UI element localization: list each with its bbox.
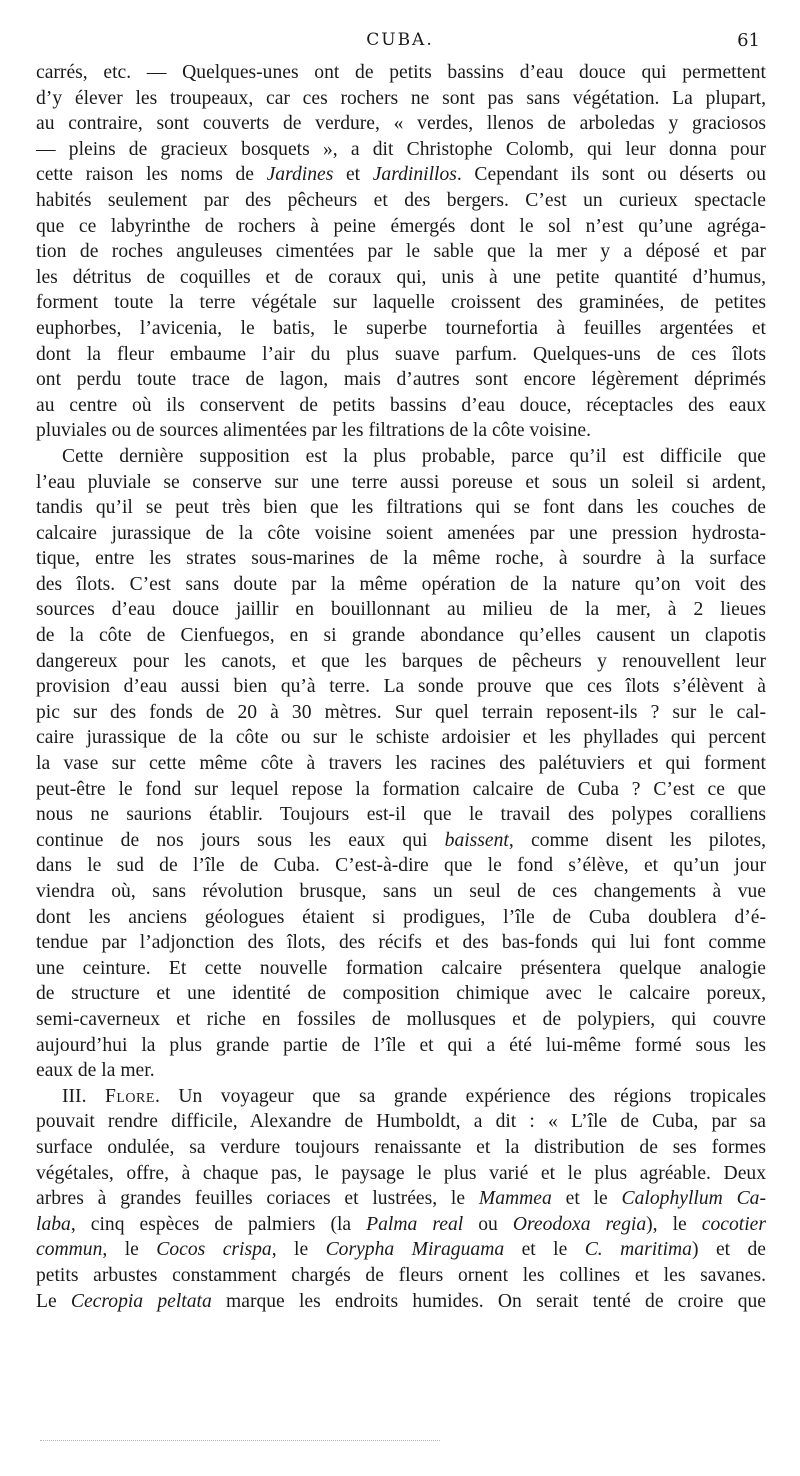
running-head <box>36 30 764 56</box>
text-line: commun, le Cocos crispa, le Corypha Miraguama et le C. maritima) et de <box>36 1239 767 1261</box>
text-line: arbres à grandes feuilles coriaces et lustrées, le Mammea et le Calophyllum Ca- <box>36 1188 766 1210</box>
text-line: habités seulement par des pêcheurs et des bergers. C’est un curieux spectacle <box>36 189 766 211</box>
running-title: CUBA. <box>366 30 434 50</box>
text-line: d’y élever les troupeaux, car ces rochers ne sont pas sans végétation. La plupart, <box>36 87 766 109</box>
text-line: caire jurassique de la côte ou sur le schiste ardoisier et les phyllades qui percent <box>36 727 766 749</box>
text-line: tion de roches anguleuses cimentées par le sable que la mer y a déposé et par <box>36 241 766 263</box>
text-line: tendue par l’adjonction des îlots, des récifs et des bas-fonds qui lui font comme <box>36 932 766 954</box>
text-line: cette raison les noms de Jardines et Jardinillos. Cependant ils sont ou déserts ou <box>36 164 767 186</box>
text-line: surface ondulée, sa verdure toujours renaissante et la distribution de ses formes <box>36 1136 766 1158</box>
text-line: calcaire jurassique de la côte voisine soient amenées par une pression hydrosta- <box>36 522 766 544</box>
text-line: nous ne saurions établir. Toujours est-il que le travail des polypes coralliens <box>36 804 766 826</box>
text-line: pic sur des fonds de 20 à 30 mètres. Sur quel terrain reposent-ils ? sur le cal- <box>36 701 766 723</box>
text-line: carrés, etc. — Quelques-unes ont de petits bassins d’eau douce qui permettent <box>36 62 766 83</box>
text-line: III. Flore. Un voyageur que sa grande expérience des régions tropicales <box>62 1085 766 1107</box>
text-line: — pleins de gracieux bosquets », a dit Christophe Colomb, qui leur donna pour <box>36 138 766 160</box>
text-line: pluviales ou de sources alimentées par les filtrations de la côte voisine. <box>36 420 591 442</box>
page-number: 61 <box>737 30 760 51</box>
text-line: dont les anciens géologues étaient si prodigues, l’île de Cuba doublera d’é- <box>36 906 766 928</box>
text-line: des îlots. C’est sans doute par la même opération de la nature qu’on voit des <box>36 573 766 595</box>
text-line: dont la fleur embaume l’air du plus suave parfum. Quelques-uns de ces îlots <box>36 343 766 365</box>
text-line: de structure et une identité de composition chimique avec le calcaire poreux, <box>36 983 766 1005</box>
text-line: tique, entre les strates sous-marines de la même roche, à sourdre à la surface <box>36 548 766 570</box>
text-line: aujourd’hui la plus grande partie de l’île et qui a été lui-même formé sous les <box>36 1034 766 1056</box>
text-line: viendra où, sans révolution brusque, sans un seul de ces changements à vue <box>36 881 766 902</box>
text-line: une ceinture. Et cette nouvelle formation calcaire présentera quelque analogie <box>36 957 766 979</box>
text-line: peut-être le fond sur lequel repose la formation calcaire de Cuba ? C’est ce que <box>36 778 766 800</box>
text-line: la vase sur cette même côte à travers les racines des palétuviers et qui forment <box>36 753 766 775</box>
text-line: sources d’eau douce jaillir en bouillonnant au milieu de la mer, à 2 lieues <box>36 599 766 621</box>
text-line: dans le sud de l’île de Cuba. C’est-à-dire que le fond s’élève, et qu’un jour <box>36 855 766 877</box>
text-line: eaux de la mer. <box>36 1060 155 1082</box>
text-line: au contraire, sont couverts de verdure, « verdes, llenos de arboledas y graciosos <box>36 113 766 135</box>
text-line: Le Cecropia peltata marque les endroits humides. On serait tenté de croire que <box>36 1290 766 1312</box>
footer-rule <box>40 1440 440 1441</box>
text-line: continue de nos jours sous les eaux qui baissent, comme disent les pilotes, <box>36 829 766 851</box>
body-text <box>36 60 766 1314</box>
text-line: dangereux pour les canots, et que les barques de pêcheurs y renouvellent leur <box>36 650 766 672</box>
text-line: que ce labyrinthe de rochers à peine émergés dont le sol n’est qu’une agréga- <box>36 215 766 237</box>
text-line: Cette dernière supposition est la plus probable, parce qu’il est difficile que <box>62 445 766 467</box>
text-line: au centre où ils conservent de petits bassins d’eau douce, réceptacles des eaux <box>36 394 766 416</box>
section-heading: Flore <box>104 1085 155 1107</box>
text-line: l’eau pluviale se conserve sur une terre aussi poreuse et sous un soleil si ardent, <box>36 471 766 493</box>
text-line: petits arbustes constamment chargés de fleurs ornent les collines et les savanes. <box>36 1264 766 1286</box>
text-line: semi-caverneux et riche en fossiles de mollusques et de polypiers, qui couvre <box>36 1008 766 1030</box>
text-line: pouvait rendre difficile, Alexandre de Humboldt, a dit : « L’île de Cuba, par sa <box>36 1111 766 1133</box>
text-line: euphorbes, l’avicenia, le batis, le superbe tournefortia à feuilles argentées et <box>36 317 766 339</box>
text-line: provision d’eau aussi bien qu’à terre. La sonde prouve que ces îlots s’élèvent à <box>36 676 766 698</box>
text-line: de la côte de Cienfuegos, en si grande abondance qu’elles causent un clapotis <box>36 625 766 647</box>
text-line: ont perdu toute trace de lagon, mais d’autres sont encore légèrement déprimés <box>36 369 766 391</box>
text-line: végétales, offre, à chaque pas, le paysage le plus varié et le plus agréable. Deux <box>36 1162 766 1184</box>
text-line: laba, cinq espèces de palmiers (la Palma real ou Oreodoxa regia), le cocotier <box>36 1213 766 1235</box>
text-line: forment toute la terre végétale sur laquelle croissent des graminées, de petites <box>36 292 766 314</box>
text-line: tandis qu’il se peut très bien que les filtrations qui se font dans les couches de <box>36 497 766 519</box>
text-line: les détritus de coquilles et de coraux qui, unis à une petite quantité d’humus, <box>36 266 766 288</box>
